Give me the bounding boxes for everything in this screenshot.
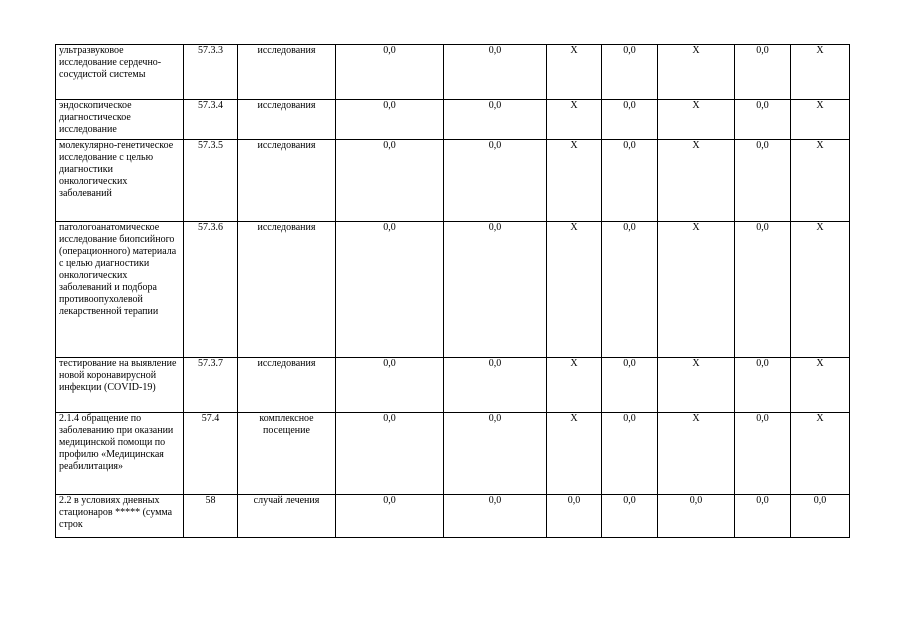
value-cell: 0,0 xyxy=(735,100,791,140)
value-cell: 0,0 xyxy=(735,222,791,358)
value-cell: 0,0 xyxy=(444,495,547,538)
value-cell: 0,0 xyxy=(336,413,444,495)
data-table xyxy=(55,44,850,538)
row-unit-cell: исследования xyxy=(238,100,336,140)
value-cell: 0,0 xyxy=(444,140,547,222)
value-cell: 0,0 xyxy=(444,100,547,140)
value-cell: X xyxy=(547,140,602,222)
value-cell: 0,0 xyxy=(735,140,791,222)
row-unit-cell: исследования xyxy=(238,222,336,358)
value-cell: X xyxy=(658,45,735,100)
value-cell: 0,0 xyxy=(336,358,444,413)
value-cell: 0,0 xyxy=(602,140,658,222)
row-unit-cell: исследования xyxy=(238,45,336,100)
row-code-cell: 57.3.7 xyxy=(184,358,238,413)
value-cell: 0,0 xyxy=(602,222,658,358)
value-cell: 0,0 xyxy=(602,45,658,100)
value-cell: X xyxy=(791,140,850,222)
value-cell: 0,0 xyxy=(602,413,658,495)
row-name-cell: эндоскопическое диагностическое исследование xyxy=(56,100,184,140)
table-row xyxy=(56,140,850,222)
value-cell: 0,0 xyxy=(336,140,444,222)
row-unit-cell: комплексное посещение xyxy=(238,413,336,495)
row-unit-cell: исследования xyxy=(238,140,336,222)
value-cell: X xyxy=(547,358,602,413)
row-code-cell: 57.4 xyxy=(184,413,238,495)
value-cell: 0,0 xyxy=(336,495,444,538)
value-cell: 0,0 xyxy=(735,358,791,413)
value-cell: X xyxy=(658,413,735,495)
value-cell: X xyxy=(791,358,850,413)
value-cell: 0,0 xyxy=(602,358,658,413)
table-row xyxy=(56,495,850,538)
value-cell: 0,0 xyxy=(336,100,444,140)
row-code-cell: 58 xyxy=(184,495,238,538)
value-cell: X xyxy=(791,45,850,100)
value-cell: 0,0 xyxy=(336,222,444,358)
row-name-cell: тестирование на выявление новой коронавирусной инфекции (COVID-19) xyxy=(56,358,184,413)
row-code-cell: 57.3.6 xyxy=(184,222,238,358)
row-name-cell: молекулярно-генетическое исследование с целью диагностики онкологических заболеваний xyxy=(56,140,184,222)
value-cell: X xyxy=(547,222,602,358)
value-cell: 0,0 xyxy=(791,495,850,538)
value-cell: 0,0 xyxy=(444,45,547,100)
row-unit-cell: случай лечения xyxy=(238,495,336,538)
value-cell: 0,0 xyxy=(547,495,602,538)
table-row xyxy=(56,100,850,140)
value-cell: X xyxy=(791,413,850,495)
table-body xyxy=(56,45,850,538)
value-cell: X xyxy=(791,222,850,358)
row-code-cell: 57.3.5 xyxy=(184,140,238,222)
value-cell: 0,0 xyxy=(444,413,547,495)
value-cell: X xyxy=(791,100,850,140)
value-cell: 0,0 xyxy=(602,100,658,140)
row-unit-cell: исследования xyxy=(238,358,336,413)
value-cell: 0,0 xyxy=(444,222,547,358)
table-row xyxy=(56,222,850,358)
value-cell: 0,0 xyxy=(444,358,547,413)
table-row xyxy=(56,413,850,495)
row-name-cell: патологоанатомическое исследование биопсийного (операционного) материала с целью диагностики онкологических заболеваний и подбора противоопухолевой лекарственной терапии xyxy=(56,222,184,358)
row-code-cell: 57.3.4 xyxy=(184,100,238,140)
value-cell: 0,0 xyxy=(658,495,735,538)
row-code-cell: 57.3.3 xyxy=(184,45,238,100)
value-cell: X xyxy=(547,413,602,495)
value-cell: X xyxy=(658,100,735,140)
value-cell: X xyxy=(658,358,735,413)
row-name-cell: 2.2 в условиях дневных стационаров ***** (сумма строк xyxy=(56,495,184,538)
value-cell: X xyxy=(547,45,602,100)
row-name-cell: ультразвуковое исследование сердечно-сосудистой системы xyxy=(56,45,184,100)
value-cell: X xyxy=(658,222,735,358)
value-cell: 0,0 xyxy=(602,495,658,538)
value-cell: X xyxy=(547,100,602,140)
table-row xyxy=(56,358,850,413)
value-cell: 0,0 xyxy=(735,413,791,495)
row-name-cell: 2.1.4 обращение по заболеванию при оказании медицинской помощи по профилю «Медицинская реабилитация» xyxy=(56,413,184,495)
value-cell: 0,0 xyxy=(735,495,791,538)
value-cell: 0,0 xyxy=(336,45,444,100)
value-cell: 0,0 xyxy=(735,45,791,100)
table-row xyxy=(56,45,850,100)
value-cell: X xyxy=(658,140,735,222)
